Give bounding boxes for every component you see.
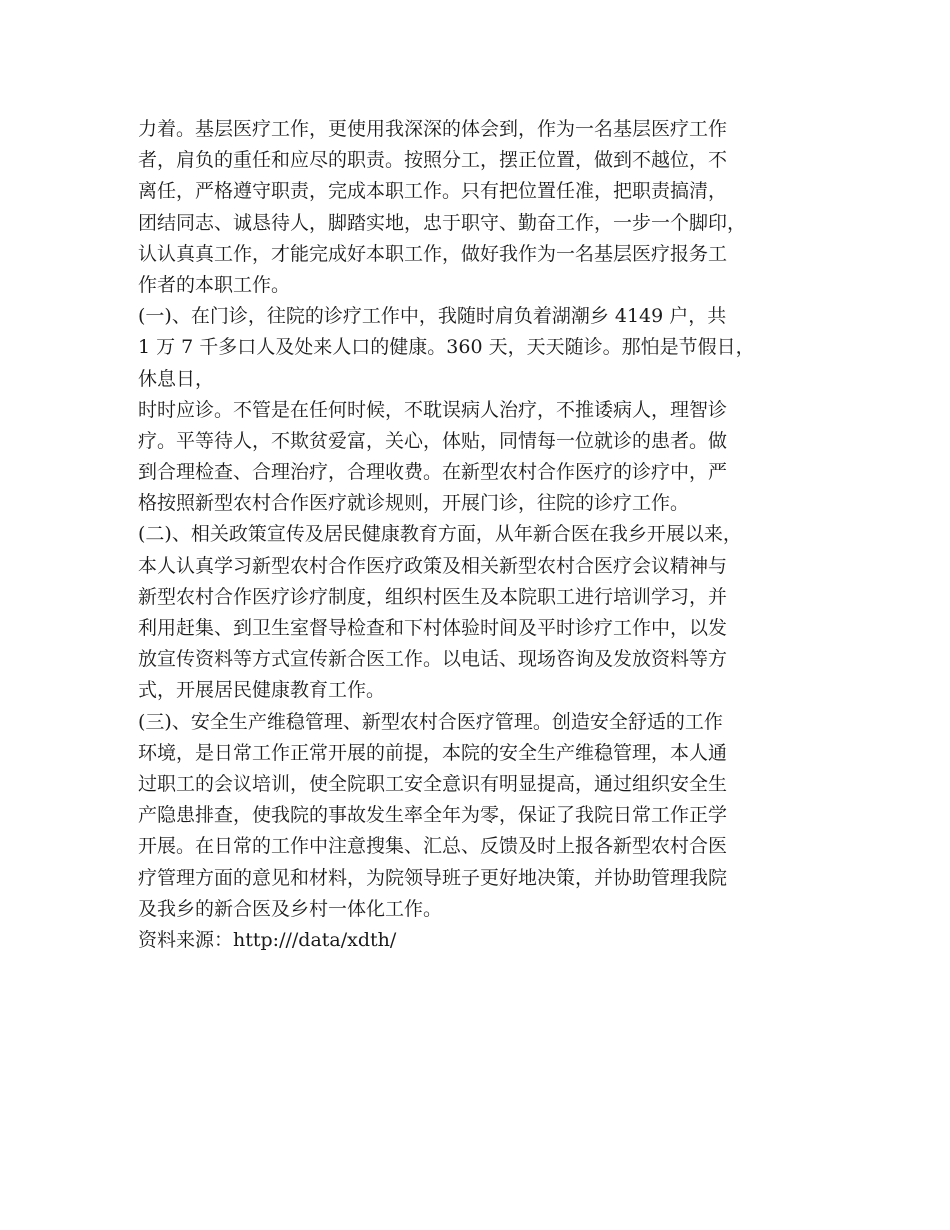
text-line: 离任，严格遵守职责，完成本职工作。只有把位置任准，把职责搞清， bbox=[138, 180, 728, 203]
source-line: 资料来源：http:///data/xdth/ bbox=[138, 928, 397, 951]
text-line: 式，开展居民健康教育工作。 bbox=[138, 679, 386, 702]
text-line: 本人认真学习新型农村合作医疗政策及相关新型农村合医疗会议精神与 bbox=[138, 554, 728, 577]
text-line: 者，肩负的重任和应尽的职责。按照分工，摆正位置，做到不越位，不 bbox=[138, 149, 728, 172]
text-line: 过职工的会议培训，使全院职工安全意识有明显提高，通过组织安全生 bbox=[138, 772, 728, 795]
text-line: 认认真真工作，才能完成好本职工作，做好我作为一名基层医疗报务工 bbox=[138, 242, 728, 265]
text-line: 新型农村合作医疗诊疗制度，组织村医生及本院职工进行培训学习，并 bbox=[138, 585, 728, 608]
document-body bbox=[138, 114, 838, 956]
section-one-heading-line: (一)、在门诊，往院的诊疗工作中，我随时肩负着湖潮乡 4149 户，共 bbox=[138, 305, 727, 328]
text-line: 到合理检查、合理治疗，合理收费。在新型农村合作医疗的诊疗中，严 bbox=[138, 461, 728, 484]
text-line: 力着。基层医疗工作，更使用我深深的体会到，作为一名基层医疗工作 bbox=[138, 118, 728, 140]
section-two-heading-line: (二)、相关政策宣传及居民健康教育方面，从年新合医在我乡开展以来， bbox=[138, 523, 742, 546]
text-line: 放宣传资料等方式宣传新合医工作。以电话、现场咨询及发放资料等方 bbox=[138, 648, 728, 671]
text-line: 团结同志、诚恳待人，脚踏实地，忠于职守、勤奋工作，一步一个脚印， bbox=[138, 211, 747, 234]
text-line: 疗。平等待人，不欺贫爱富，关心，体贴，同情每一位就诊的患者。做 bbox=[138, 429, 728, 452]
text-line: 及我乡的新合医及乡村一体化工作。 bbox=[138, 897, 443, 920]
text-line: 开展。在日常的工作中注意搜集、汇总、反馈及时上报各新型农村合医 bbox=[138, 835, 728, 858]
text-line: 环境，是日常工作正常开展的前提，本院的安全生产维稳管理，本人通 bbox=[138, 741, 728, 764]
text-line: 利用赶集、到卫生室督导检查和下村体验时间及平时诊疗工作中，以发 bbox=[138, 617, 728, 639]
text-line: 格按照新型农村合作医疗就诊规则，开展门诊，往院的诊疗工作。 bbox=[138, 492, 690, 515]
text-line: 时时应诊。不管是在任何时候，不耽误病人治疗，不推诿病人，理智诊 bbox=[138, 398, 728, 421]
section-three-heading-line: (三)、安全生产维稳管理、新型农村合医疗管理。创造安全舒适的工作 bbox=[138, 710, 723, 733]
text-line: 1 万 7 千多口人及处来人口的健康。360 天，天天随诊。那怕是节假日， bbox=[138, 336, 755, 359]
text-line: 疗管理方面的意见和材料，为院领导班子更好地决策，并协助管理我院 bbox=[138, 866, 728, 889]
text-line: 休息日， bbox=[138, 367, 215, 390]
text-line: 作者的本职工作。 bbox=[138, 273, 291, 296]
text-line: 产隐患排查，使我院的事故发生率全年为零，保证了我院日常工作正学 bbox=[138, 804, 728, 827]
